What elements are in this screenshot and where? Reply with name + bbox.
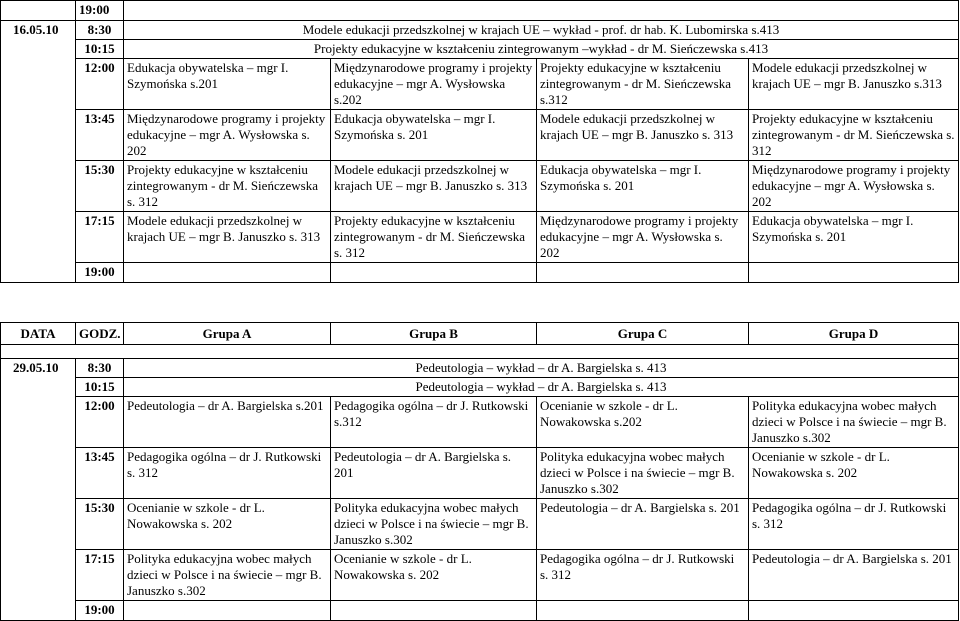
time-cell: 17:15 — [76, 550, 124, 601]
class-cell: Międzynarodowe programy i projekty edukacyjne – mgr A. Wysłowska s. 202 — [537, 212, 749, 263]
table-row — [1, 59, 959, 110]
schedule-table-1 — [0, 0, 959, 283]
class-cell: Ocenianie w szkole - dr L. Nowakowska s. 202 — [331, 550, 537, 601]
class-cell: Edukacja obywatelska – mgr I. Szymońska s.201 — [124, 59, 331, 110]
class-cell: Międzynarodowe programy i projekty edukacyjne – mgr A. Wysłowska s. 202 — [749, 161, 959, 212]
class-cell: Pedeutologia – dr A. Bargielska s. 201 — [749, 550, 959, 601]
table-row — [1, 263, 959, 283]
header-data: DATA — [1, 323, 76, 345]
class-cell: Pedagogika ogólna – dr J. Rutkowski s. 312 — [124, 448, 331, 499]
spacer-row — [1, 345, 959, 359]
schedule-table-2 — [0, 322, 959, 621]
class-cell: Modele edukacji przedszkolnej w krajach UE – mgr B. Januszko s. 313 — [537, 110, 749, 161]
time-cell: 8:30 — [76, 21, 124, 40]
class-cell: Międzynarodowe programy i projekty edukacyjne – mgr A. Wysłowska s.202 — [331, 59, 537, 110]
date-cell: 16.05.10 — [1, 21, 76, 283]
table-row — [1, 212, 959, 263]
class-cell: Międzynarodowe programy i projekty edukacyjne – mgr A. Wysłowska s. 202 — [124, 110, 331, 161]
time-cell: 8:30 — [76, 359, 124, 378]
date-cell: 29.05.10 — [1, 359, 76, 621]
time-cell: 12:00 — [76, 397, 124, 448]
lecture-cell: Pedeutologia – wykład – dr A. Bargielska s. 413 — [124, 359, 959, 378]
header-godz: GODZ. — [76, 323, 124, 345]
class-cell: Projekty edukacyjne w kształceniu zintegrowanym - dr M. Sieńczewska s.312 — [537, 59, 749, 110]
time-cell: 19:00 — [76, 1, 124, 21]
class-cell: Pedagogika ogólna – dr J. Rutkowski s. 312 — [537, 550, 749, 601]
class-cell: Ocenianie w szkole - dr L. Nowakowska s. 202 — [749, 448, 959, 499]
table-row — [1, 397, 959, 448]
class-cell: Polityka edukacyjna wobec małych dzieci w Polsce i na świecie – mgr B. Januszko s.302 — [749, 397, 959, 448]
time-cell: 13:45 — [76, 110, 124, 161]
class-cell: Polityka edukacyjna wobec małych dzieci w Polsce i na świecie – mgr B. Januszko s.302 — [331, 499, 537, 550]
time-cell: 13:45 — [76, 448, 124, 499]
class-cell: Projekty edukacyjne w kształceniu zintegrowanym - dr M. Sieńczewska s. 312 — [331, 212, 537, 263]
table-row — [1, 550, 959, 601]
table-row — [1, 601, 959, 621]
lecture-cell: Pedeutologia – wykład – dr A. Bargielska s. 413 — [124, 378, 959, 397]
class-cell: Edukacja obywatelska – mgr I. Szymońska s. 201 — [331, 110, 537, 161]
class-cell: Polityka edukacyjna wobec małych dzieci w Polsce i na świecie – mgr B. Januszko s.302 — [537, 448, 749, 499]
class-cell: Pedeutologia – dr A. Bargielska s. 201 — [331, 448, 537, 499]
table-row — [1, 110, 959, 161]
table-row — [1, 499, 959, 550]
time-cell: 19:00 — [76, 263, 124, 283]
time-cell: 17:15 — [76, 212, 124, 263]
table-row — [1, 1, 959, 21]
table-row — [1, 21, 959, 40]
time-cell: 15:30 — [76, 161, 124, 212]
class-cell: Pedeutologia – dr A. Bargielska s. 201 — [537, 499, 749, 550]
table-row — [1, 378, 959, 397]
header-grupa-c: Grupa C — [537, 323, 749, 345]
class-cell: Modele edukacji przedszkolnej w krajach UE – mgr B. Januszko s. 313 — [331, 161, 537, 212]
class-cell: Ocenianie w szkole - dr L. Nowakowska s. 202 — [124, 499, 331, 550]
class-cell: Pedeutologia – dr A. Bargielska s.201 — [124, 397, 331, 448]
class-cell: Pedagogika ogólna – dr J. Rutkowski s.312 — [331, 397, 537, 448]
time-cell: 19:00 — [76, 601, 124, 621]
class-cell: Modele edukacji przedszkolnej w krajach UE – mgr B. Januszko s.313 — [749, 59, 959, 110]
class-cell: Edukacja obywatelska – mgr I. Szymońska s. 201 — [749, 212, 959, 263]
class-cell: Modele edukacji przedszkolnej w krajach UE – mgr B. Januszko s. 313 — [124, 212, 331, 263]
lecture-cell: Modele edukacji przedszkolnej w krajach UE – wykład - prof. dr hab. K. Lubomirska s.413 — [124, 21, 959, 40]
table-row — [1, 448, 959, 499]
table-row — [1, 161, 959, 212]
class-cell: Edukacja obywatelska – mgr I. Szymońska s. 201 — [537, 161, 749, 212]
class-cell: Polityka edukacyjna wobec małych dzieci w Polsce i na świecie – mgr B. Januszko s.302 — [124, 550, 331, 601]
class-cell: Pedagogika ogólna – dr J. Rutkowski s. 312 — [749, 499, 959, 550]
table-row — [1, 359, 959, 378]
lecture-cell: Projekty edukacyjne w kształceniu zintegrowanym –wykład - dr M. Sieńczewska s.413 — [124, 40, 959, 59]
header-grupa-a: Grupa A — [124, 323, 331, 345]
time-cell: 12:00 — [76, 59, 124, 110]
class-cell: Projekty edukacyjne w kształceniu zintegrowanym - dr M. Sieńczewska s. 312 — [124, 161, 331, 212]
header-grupa-b: Grupa B — [331, 323, 537, 345]
header-row — [1, 323, 959, 345]
header-grupa-d: Grupa D — [749, 323, 959, 345]
class-cell: Ocenianie w szkole - dr L. Nowakowska s.202 — [537, 397, 749, 448]
time-cell: 15:30 — [76, 499, 124, 550]
table-row — [1, 40, 959, 59]
class-cell: Projekty edukacyjne w kształceniu zintegrowanym - dr M. Sieńczewska s. 312 — [749, 110, 959, 161]
time-cell: 10:15 — [76, 40, 124, 59]
time-cell: 10:15 — [76, 378, 124, 397]
